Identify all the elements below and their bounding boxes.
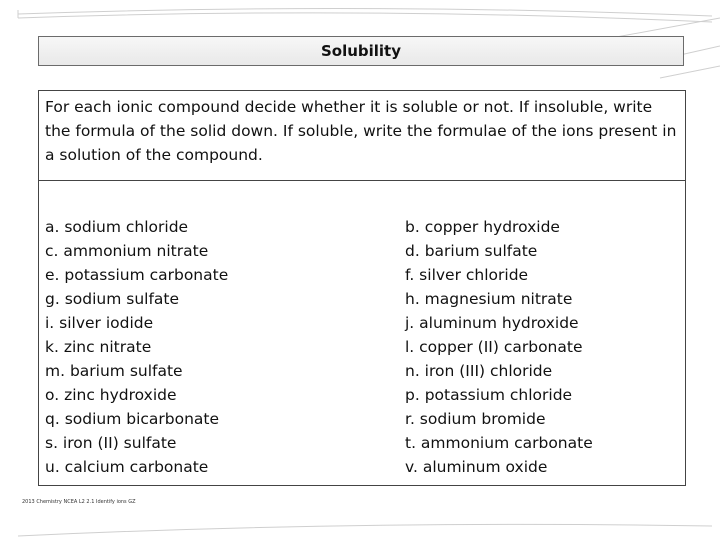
compound-item: p. potassium chloride: [405, 386, 573, 404]
title-bar: [38, 36, 684, 66]
compound-item: s. iron (II) sulfate: [45, 434, 177, 452]
compound-item: k. zinc nitrate: [45, 338, 152, 356]
compound-item: t. ammonium carbonate: [405, 434, 593, 452]
compound-item: r. sodium bromide: [405, 410, 546, 428]
compound-item: b. copper hydroxide: [405, 218, 560, 236]
compound-item: l. copper (II) carbonate: [405, 338, 583, 356]
footnote: 2013 Chemistry NCEA L2 2.1 Identify ions GZ: [22, 499, 136, 505]
right-compound-list: [405, 215, 593, 479]
content-box: [38, 90, 686, 486]
compound-item: o. zinc hydroxide: [45, 386, 177, 404]
compound-item: e. potassium carbonate: [45, 266, 229, 284]
compound-item: d. barium sulfate: [405, 242, 538, 260]
compound-item: i. silver iodide: [45, 314, 154, 332]
compound-item: g. sodium sulfate: [45, 290, 180, 308]
compound-item: f. silver chloride: [405, 266, 529, 284]
page-title: Solubility: [320, 42, 402, 60]
compound-item: u. calcium carbonate: [45, 458, 209, 476]
compound-item: q. sodium bicarbonate: [45, 410, 220, 428]
compound-item: a. sodium chloride: [45, 218, 189, 236]
compound-item: m. barium sulfate: [45, 362, 183, 380]
compound-item: j. aluminum hydroxide: [405, 314, 579, 332]
instructions-text: For each ionic compound decide whether it is soluble or not. If insoluble, write the formula of the solid down. If soluble, write the formulae of the ions present in a solution of the compound.: [39, 91, 685, 181]
compound-item: h. magnesium nitrate: [405, 290, 573, 308]
compound-item: c. ammonium nitrate: [45, 242, 209, 260]
compound-item: n. iron (III) chloride: [405, 362, 553, 380]
compound-item: v. aluminum oxide: [405, 458, 548, 476]
left-compound-list: [45, 215, 228, 479]
